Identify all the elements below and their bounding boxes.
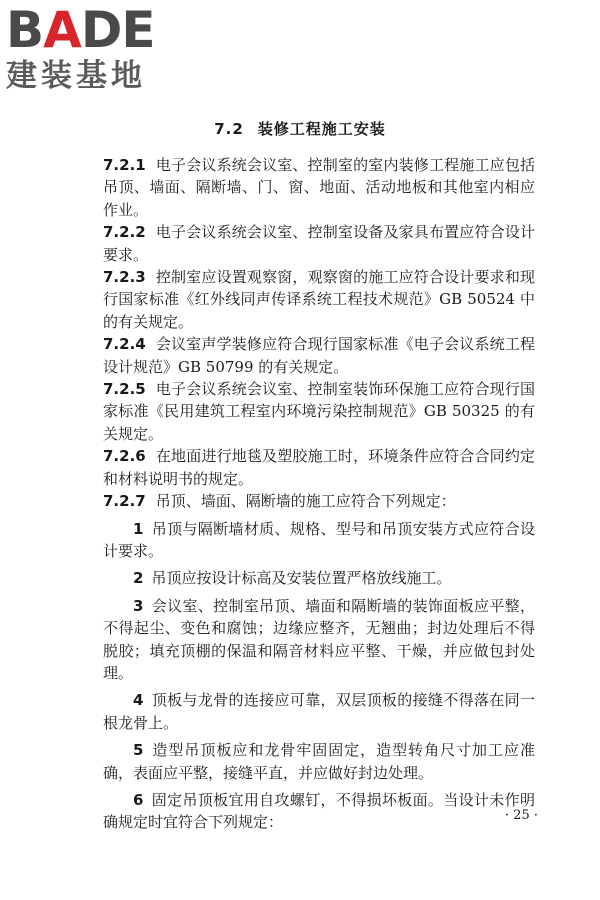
bade-logo-wordmark: BADE bbox=[6, 1, 155, 59]
list-item bbox=[103, 739, 535, 784]
clause-text: 电子会议系统会议室、控制室设备及家具布置应符合设计要求。 bbox=[103, 223, 535, 264]
clause-text: 会议室声学装修应符合现行国家标准《电子会议系统工程设计规范》GB 50799 的有关规定。 bbox=[103, 335, 535, 376]
item-number: 3 bbox=[133, 596, 144, 615]
page-number: · 25 · bbox=[504, 808, 538, 823]
section-title bbox=[0, 118, 600, 139]
item-number: 2 bbox=[133, 569, 144, 588]
item-text: 顶板与龙骨的连接应可靠，双层顶板的接缝不得落在同一根龙骨上。 bbox=[103, 691, 535, 732]
clause-text: 电子会议系统会议室、控制室装饰环保施工应符合现行国家标准《民用建筑工程室内环境污染控制规范》GB 50325 的有关规定。 bbox=[103, 380, 535, 443]
section-title-text: 装修工程施工安装 bbox=[257, 120, 386, 138]
item-number: 1 bbox=[133, 519, 144, 538]
list-item bbox=[103, 595, 535, 685]
clause bbox=[103, 445, 535, 490]
list-item bbox=[103, 689, 535, 734]
item-text: 吊顶应按设计标高及安装位置严格放线施工。 bbox=[151, 569, 452, 588]
item-text: 固定吊顶板宜用自攻螺钉，不得损坏板面。当设计未作明确规定时宜符合下列规定： bbox=[103, 790, 535, 832]
clause bbox=[103, 221, 535, 266]
clause-list bbox=[103, 154, 535, 834]
clause-number: 7.2.1 bbox=[103, 156, 146, 174]
clause-text: 吊顶、墙面、隔断墙的施工应符合下列规定： bbox=[155, 492, 456, 511]
clause-number: 7.2.2 bbox=[103, 223, 146, 242]
clause-text: 电子会议系统会议室、控制室的室内装修工程施工应包括吊顶、墙面、隔断墙、门、窗、地面、活动地板和其他室内相应作业。 bbox=[103, 156, 535, 219]
clause bbox=[103, 266, 535, 333]
item-number: 6 bbox=[133, 790, 144, 809]
clause-number: 7.2.6 bbox=[103, 447, 146, 466]
item-number: 4 bbox=[133, 691, 144, 710]
clause-number: 7.2.5 bbox=[103, 380, 146, 399]
item-number: 5 bbox=[133, 741, 144, 760]
clause-text: 在地面进行地毯及塑胶施工时，环境条件应符合合同约定和材料说明书的规定。 bbox=[103, 447, 535, 488]
item-text: 会议室、控制室吊顶、墙面和隔断墙的装饰面板应平整，不得起尘、变色和腐蚀；边缘应整齐，无翘曲；封边处理后不得脱胶；填充顶棚的保温和隔音材料应平整、干燥，并应做包封处理。 bbox=[103, 596, 535, 682]
clause bbox=[103, 333, 535, 378]
list-item bbox=[103, 567, 535, 589]
clause bbox=[103, 154, 535, 221]
clause-number: 7.2.4 bbox=[103, 335, 146, 354]
item-text: 吊顶与隔断墙材质、规格、型号和吊顶安装方式应符合设计要求。 bbox=[103, 519, 535, 560]
clause bbox=[103, 378, 535, 445]
bade-logo-subtitle: 建装基地 bbox=[6, 58, 146, 94]
clause-number: 7.2.3 bbox=[103, 268, 146, 287]
clause-number: 7.2.7 bbox=[103, 492, 146, 511]
item-text: 造型吊顶板应和龙骨牢固固定，造型转角尺寸加工应准确，表面应平整，接缝平直，并应做好封边处理。 bbox=[103, 741, 535, 782]
clause bbox=[103, 490, 535, 512]
bade-logo bbox=[6, 1, 186, 104]
list-item bbox=[103, 518, 535, 563]
list-item bbox=[103, 789, 535, 834]
clause-text: 控制室应设置观察窗，观察窗的施工应符合设计要求和现行国家标准《红外线同声传译系统工程技术规范》GB 50524 中的有关规定。 bbox=[103, 268, 535, 331]
section-number: 7.2 bbox=[214, 120, 244, 138]
